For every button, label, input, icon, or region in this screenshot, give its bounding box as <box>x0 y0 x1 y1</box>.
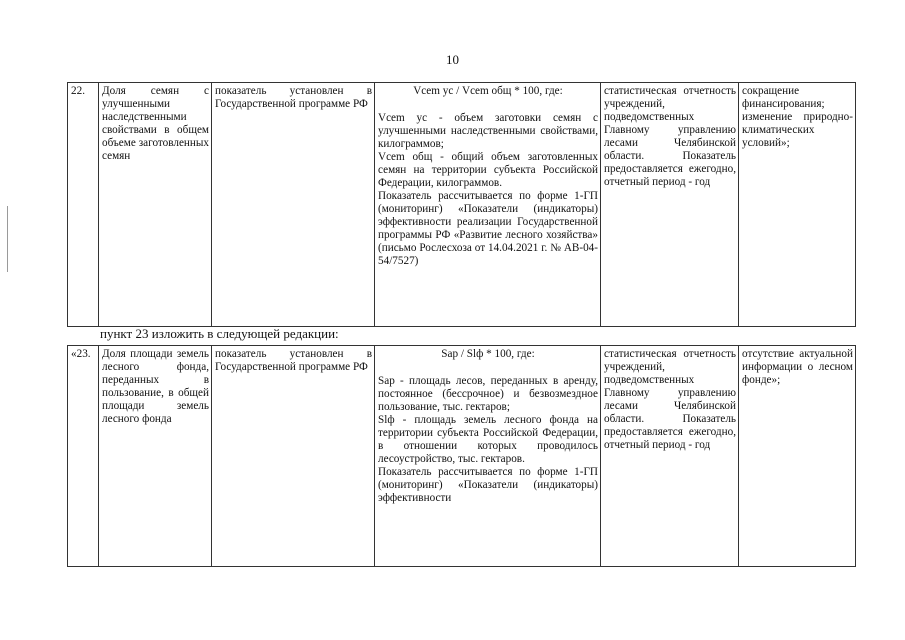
indicator-table-row-22 <box>67 82 856 327</box>
indicator-table-row-23 <box>67 345 856 567</box>
margin-mark <box>7 206 8 272</box>
calculation-source: Показатель рассчитывается по форме 1-ГП (мониторинг) «Показатели (индикаторы) эффективности <box>378 466 598 504</box>
calculation-method-cell <box>375 346 601 567</box>
indicator-source-type: показатель установлен в Государственной программе РФ <box>212 346 375 567</box>
table-row <box>68 83 856 327</box>
page-number: 10 <box>446 52 459 67</box>
row-number: 22. <box>68 83 99 327</box>
formula-definition: Sap - площадь лесов, переданных в аренду, постоянное (бессрочное) и безвозмездное пользование, тыс. гектаров; <box>378 375 598 413</box>
formula: Vcem ус / Vcem общ * 100, где: <box>413 85 563 97</box>
indicator-name: Доля семян с улучшенными наследственными свойствами в общем объеме заготовленных семян <box>99 83 212 327</box>
calculation-source: Показатель рассчитывается по форме 1-ГП (мониторинг) «Показатели (индикаторы) эффективности реализации Государственной программы РФ «Развитие лесного хозяйства» (письмо Рослесхоза от 14.04.2021 г. № АВ-04-54/7527) <box>378 190 598 267</box>
reporting-source: статистическая отчетность учреждений, подведомственных Главному управлению лесами Челябинской области. Показатель предоставляется ежегодно, отчетный период - год <box>601 346 739 567</box>
indicator-name: Доля площади земель лесного фонда, переданных в пользование, в общей площади земель лесного фонда <box>99 346 212 567</box>
formula: Sap / Slф * 100, где: <box>441 348 535 360</box>
formula-definition: Vcem общ - общий объем заготовленных семян на территории субъекта Российской Федерации, килограммов. <box>378 151 598 189</box>
indicator-source-type: показатель установлен в Государственной программе РФ <box>212 83 375 327</box>
risk-factors: сокращение финансирования; изменение природно-климатических условий»; <box>739 83 856 327</box>
risk-factors: отсутствие актуальной информации о лесном фонде»; <box>739 346 856 567</box>
formula-definition: Vcem ус - объем заготовки семян с улучшенными наследственными свойствами, килограммов; <box>378 112 598 150</box>
reporting-source: статистическая отчетность учреждений, подведомственных Главному управлению лесами Челябинской области. Показатель предоставляется ежегодно, отчетный период - год <box>601 83 739 327</box>
calculation-method-cell <box>375 83 601 327</box>
formula-definition: Slф - площадь земель лесного фонда на территории субъекта Российской Федерации, в отношении которых проводилось лесоустройство, тыс. гектаров. <box>378 414 598 465</box>
row-number: «23. <box>68 346 99 567</box>
table-row <box>68 346 856 567</box>
amendment-instruction: пункт 23 изложить в следующей редакции: <box>100 326 339 341</box>
